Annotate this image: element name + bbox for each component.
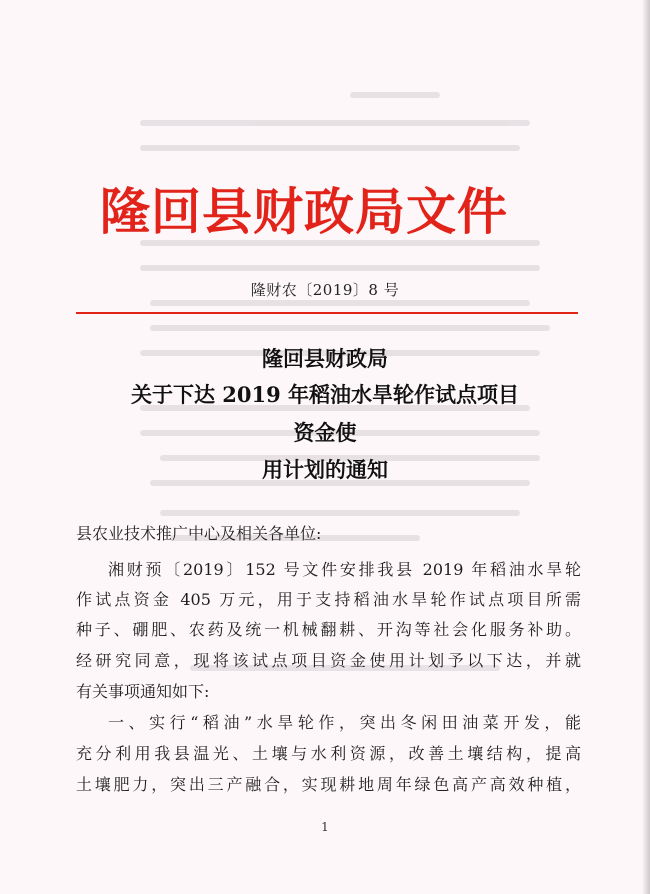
document-number: 隆财农〔2019〕8 号 [250, 281, 400, 299]
notice-title-line-1: 隆回县财政局 [262, 346, 388, 371]
body-line: 种子、硼肥、农药及统一机械翻耕、开沟等社会化服务补助。 [76, 620, 581, 639]
red-divider-line [76, 312, 578, 314]
body-line: 有关事项通知如下: [76, 682, 210, 701]
body-line: 经研究同意，现将该试点项目资金使用计划予以下达，并就 [76, 651, 581, 670]
scan-edge-shadow [642, 0, 650, 894]
page-number: 1 [321, 820, 329, 834]
notice-title-line-4: 用计划的通知 [262, 457, 388, 482]
body-line: 土壤肥力，突出三产融合，实现耕地周年绿色高产高效种植， [76, 775, 581, 794]
body-line: 充分利用我县温光、土壤与水利资源，改善土壤结构，提高 [76, 744, 581, 763]
body-line: 作试点资金 405 万元，用于支持稻油水旱轮作试点项目所需 [76, 590, 581, 609]
addressee: 县农业技术推广中心及相关各单位: [76, 524, 322, 543]
header-title: 隆回县财政局文件 [100, 183, 508, 241]
notice-title-line-2: 关于下达 2019 年稻油水旱轮作试点项目 [130, 382, 520, 407]
body-line: 湘财预〔2019〕152 号文件安排我县 2019 年稻油水旱轮 [108, 560, 581, 579]
notice-title-line-3: 资金使 [293, 420, 357, 445]
body-line: 一、实行“稻油”水旱轮作，突出冬闲田油菜开发，能 [108, 713, 581, 732]
